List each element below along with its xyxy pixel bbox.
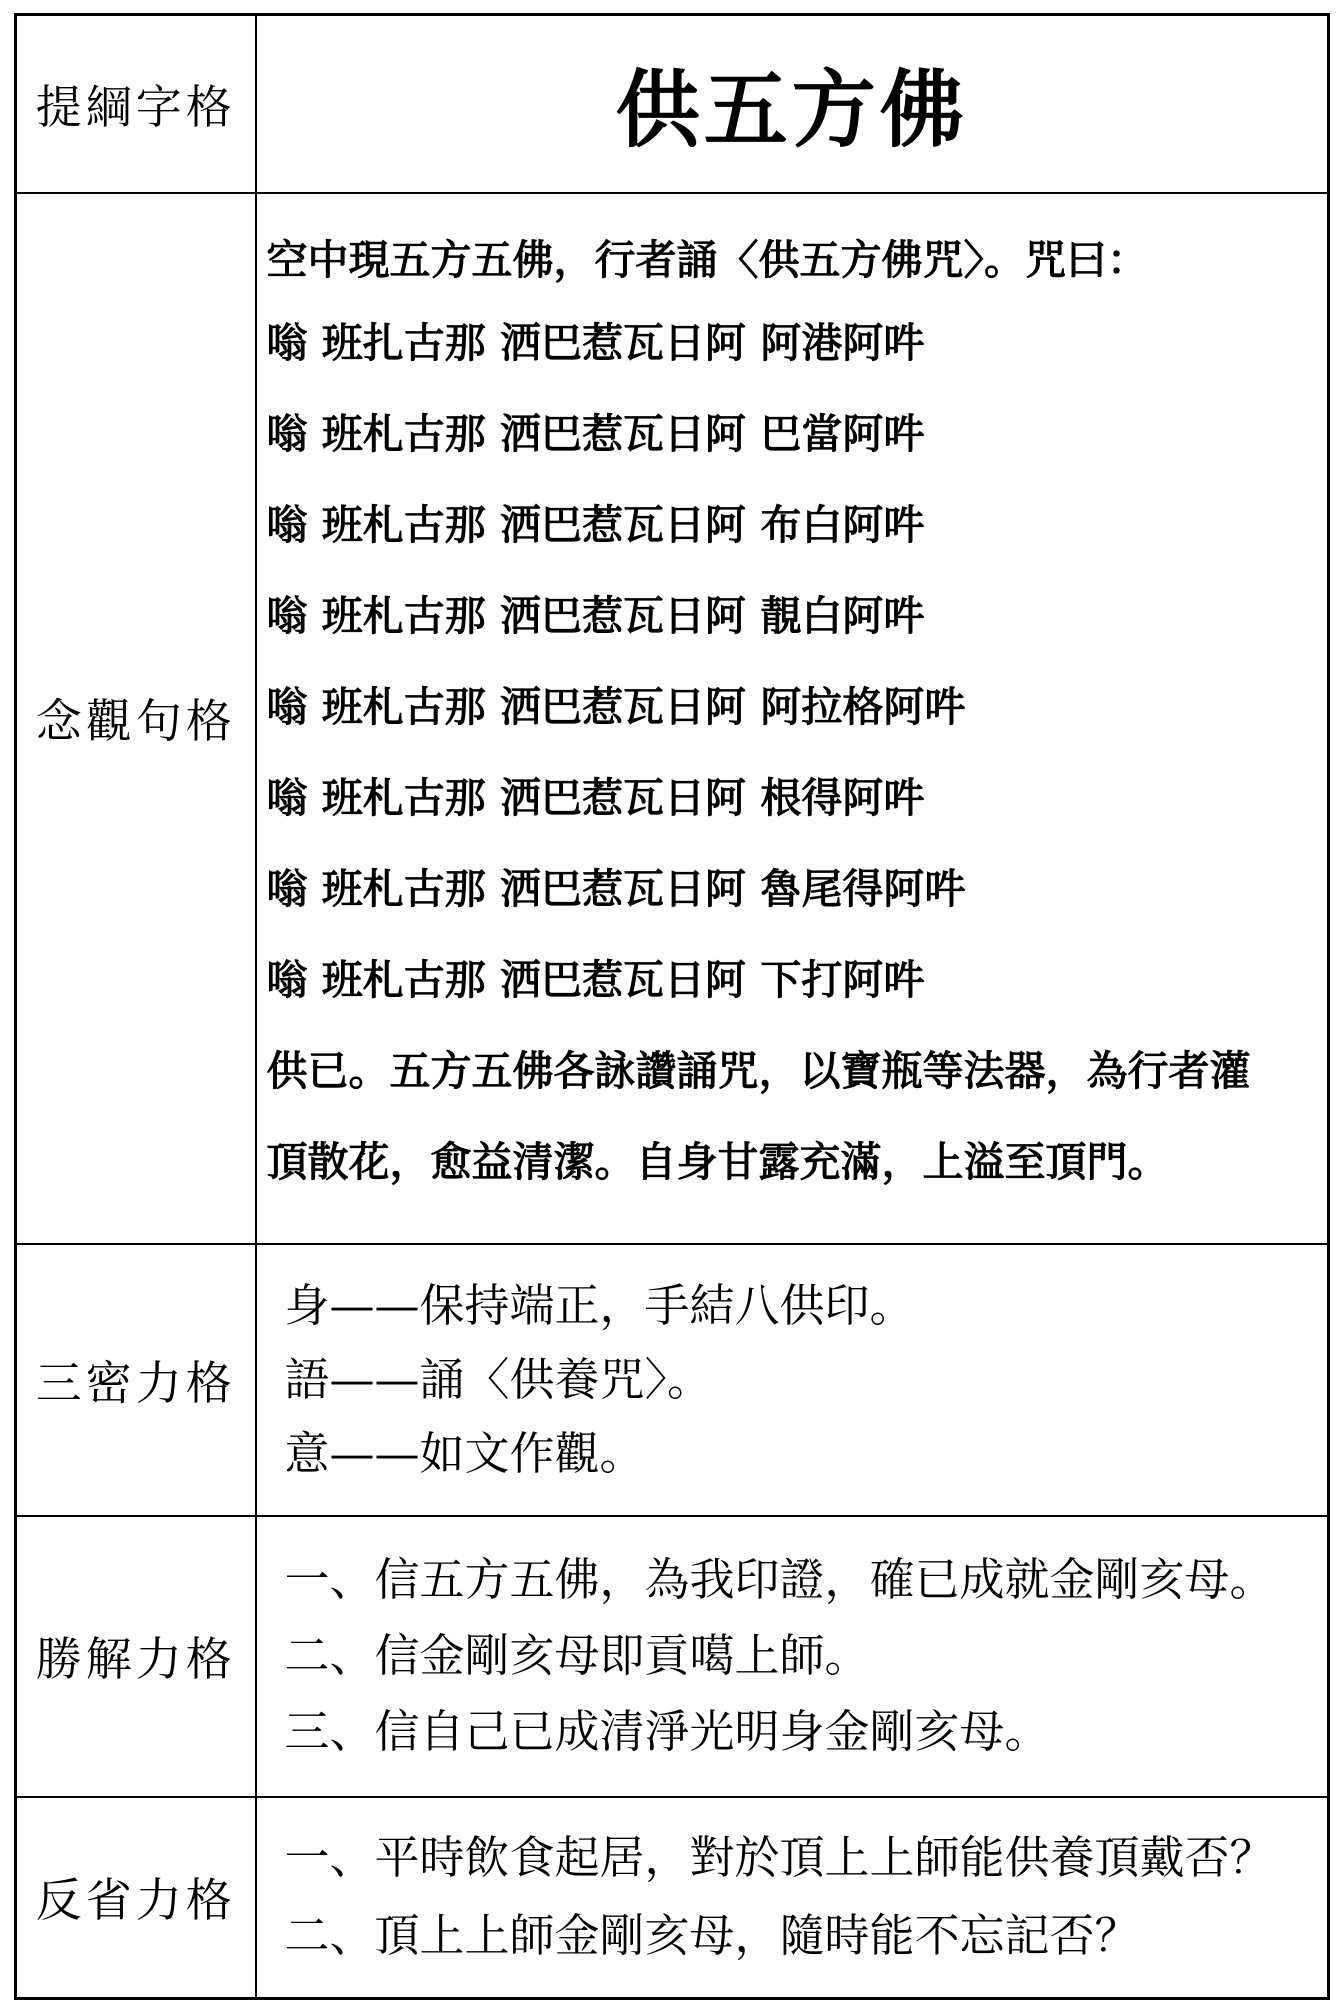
nianguan-row xyxy=(16,193,1329,1244)
sanmi-row xyxy=(16,1244,1329,1516)
page-title: 供五方佛 xyxy=(256,15,1329,193)
sanmi-line-body: 身——保持端正，手結八供印。 xyxy=(284,1278,915,1332)
sanmi-content xyxy=(256,1244,1329,1516)
sanmi-line-speech: 語——誦〈供養咒〉。 xyxy=(284,1352,713,1406)
shengjie-label: 勝解力格 xyxy=(16,1516,256,1797)
mantra-line: 嗡 班扎古那 洒巴惹瓦日阿 阿港阿吽 xyxy=(266,319,925,367)
sanmi-label: 三密力格 xyxy=(16,1244,256,1516)
header-row xyxy=(16,15,1329,193)
fanxing-line: 一、平時飲食起居，對於頂上上師能供養頂戴否？ xyxy=(284,1831,1275,1885)
mantra-line: 嗡 班札古那 洒巴惹瓦日阿 根得阿吽 xyxy=(266,774,925,822)
mantra-line: 嗡 班札古那 洒巴惹瓦日阿 阿拉格阿吽 xyxy=(266,683,966,731)
shengjie-content xyxy=(256,1516,1329,1797)
shengjie-line: 二、信金剛亥母即貢噶上師。 xyxy=(284,1629,870,1682)
sanmi-line-mind: 意——如文作觀。 xyxy=(284,1426,645,1480)
shengjie-line: 一、信五方五佛，為我印證，確已成就金剛亥母。 xyxy=(284,1553,1275,1606)
shengjie-line: 三、信自己已成清淨光明身金剛亥母。 xyxy=(284,1705,1050,1758)
closing-line: 頂散花，愈益清潔。自身甘露充滿，上溢至頂門。 xyxy=(266,1138,1169,1186)
fanxing-row xyxy=(16,1797,1329,1999)
fanxing-label: 反省力格 xyxy=(16,1797,256,1999)
mantra-line: 嗡 班札古那 洒巴惹瓦日阿 巴當阿吽 xyxy=(266,410,925,458)
practice-table xyxy=(14,13,1330,2000)
header-label: 提綱字格 xyxy=(16,15,256,193)
mantra-line: 嗡 班札古那 洒巴惹瓦日阿 靚白阿吽 xyxy=(266,592,925,640)
mantra-line: 嗡 班札古那 洒巴惹瓦日阿 下打阿吽 xyxy=(266,956,925,1004)
shengjie-row xyxy=(16,1516,1329,1797)
mantra-line: 嗡 班札古那 洒巴惹瓦日阿 魯尾得阿吽 xyxy=(266,865,966,913)
closing-line: 供已。五方五佛各詠讚誦咒，以寶瓶等法器，為行者灌 xyxy=(266,1047,1251,1095)
nianguan-intro: 空中現五方五佛，行者誦〈供五方佛咒〉。咒曰： xyxy=(266,236,1148,284)
nianguan-content xyxy=(256,193,1329,1244)
fanxing-content xyxy=(256,1797,1329,1999)
nianguan-label: 念觀句格 xyxy=(16,193,256,1244)
fanxing-line: 二、頂上上師金剛亥母，隨時能不忘記否？ xyxy=(284,1909,1140,1963)
mantra-line: 嗡 班札古那 洒巴惹瓦日阿 布白阿吽 xyxy=(266,501,925,549)
